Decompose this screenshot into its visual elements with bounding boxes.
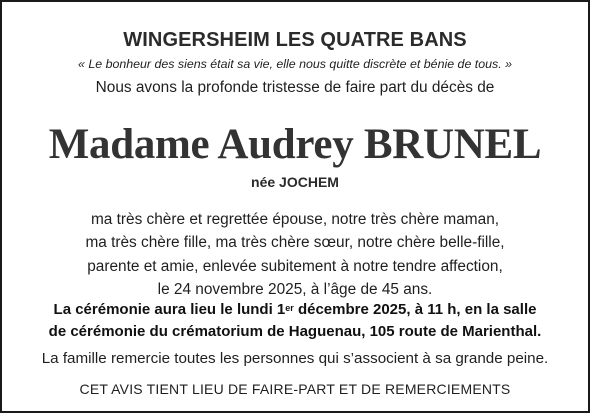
announcement-intro: Nous avons la profonde tristesse de faire part du décès de [95,79,495,96]
notice-footer: CET AVIS TIENT LIEU DE FAIRE-PART ET DE REMERCIEMENTS [79,381,511,397]
ceremony-text-after: décembre 2025, à 11 h, en la salle [293,301,537,318]
memorial-quote: « Le bonheur des siens était sa vie, elle nous quitte discrète et bénie de tous. » [78,57,512,71]
relations-line: parente et amie, enlevée subitement à notre tendre affection, [87,257,503,275]
ceremony-text-before: La cérémonie aura lieu le lundi 1 [53,301,286,318]
ceremony-details [2,299,588,343]
relations-line: le 24 novembre 2025, à l’âge de 45 ans. [157,280,433,298]
ceremony-line-2: de cérémonie du crématorium de Haguenau, 105 route de Marienthal. [48,323,542,340]
town-heading: WINGERSHEIM LES QUATRE BANS [123,29,467,51]
relations-line: ma très chère et regrettée épouse, notre très chère maman, [90,211,500,228]
relations-paragraph [2,208,588,301]
ordinal-superscript: er [285,303,294,313]
ceremony-line-1 [2,299,588,321]
deceased-name: Madame Audrey BRUNEL [48,121,542,168]
family-thanks: La famille remercie toutes les personnes qui s’associent à sa grande peine. [41,350,549,367]
relations-line: ma très chère fille, ma très chère sœur, notre chère belle-fille, [85,234,505,252]
maiden-name: née JOCHEM [251,174,339,190]
